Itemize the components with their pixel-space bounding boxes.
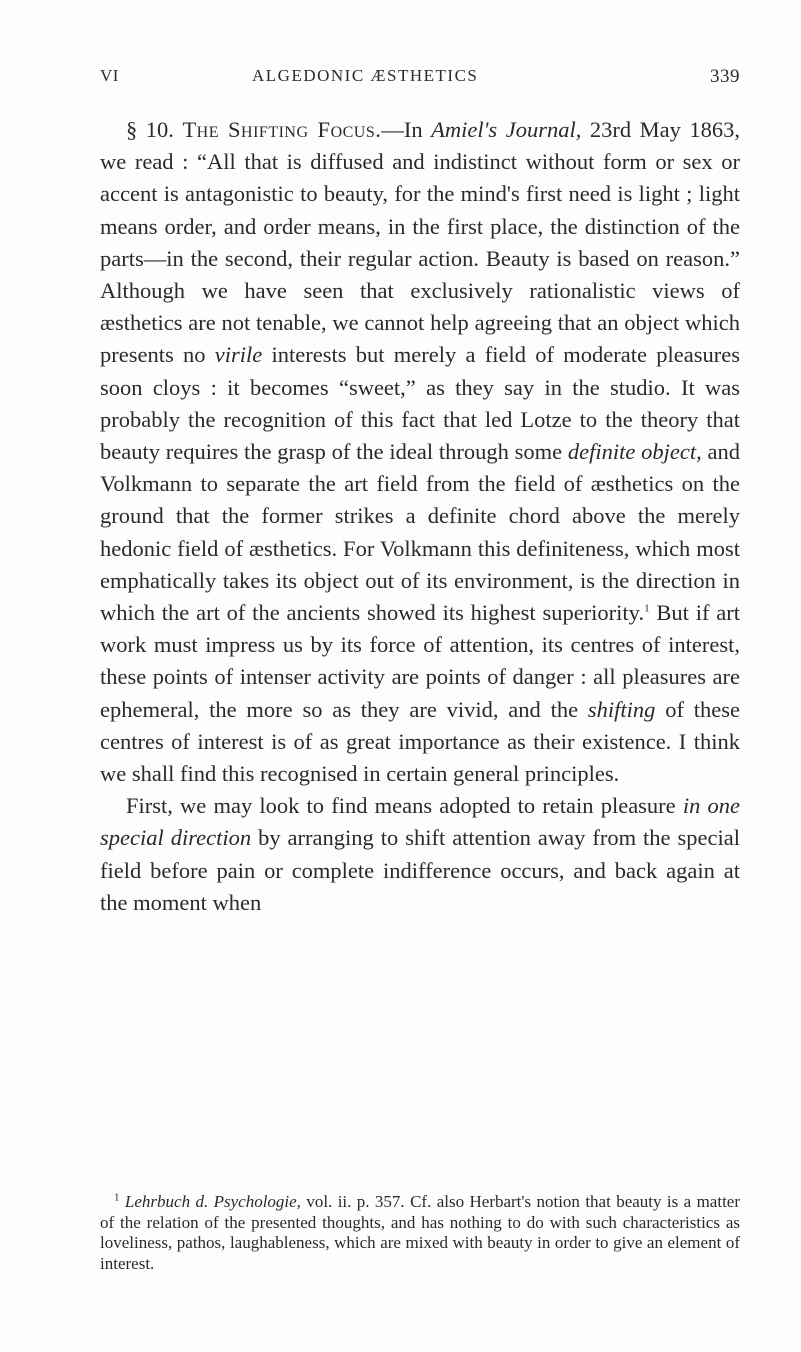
section-number: § 10. <box>126 117 174 142</box>
paragraph-shifting-focus <box>100 114 740 790</box>
emphasis-one-special-direction: in one special direction <box>100 793 740 851</box>
footnote <box>100 1192 740 1274</box>
text-run: by arranging to shift attention away from the special field before pain or complete indifference occurs, and back again at the moment when <box>100 825 740 915</box>
text-run: interests but merely a field of moderate pleasures soon cloys : it becomes “sweet,” as they say in the studio. It was probably the recognition of this fact that led Lotze to the theory that beauty requires the grasp of the ideal through some <box>100 342 740 465</box>
text-run: and Volkmann to separate the art field from the field of æsthetics on the ground that the former strikes a definite chord above the merely hedonic field of æsthetics. For Volkmann this definiteness, which most emphatically takes its object out of its environment, is the direction in which the art of the ancients showed its highest superiority. <box>100 439 740 626</box>
paragraph-first-means <box>100 790 740 919</box>
emphasis-virile: virile <box>214 342 263 368</box>
text-run: But if art work must impress us by its force of attention, its centres of interest, these points of intenser activity are points of danger : all pleasures are ephemeral, the more so as they are vivid, and the <box>100 600 741 722</box>
emphasis-definite-object: definite object, <box>567 439 702 465</box>
main-text <box>100 114 740 919</box>
chapter-number: VI <box>100 66 119 85</box>
text-run: 23rd May 1863, we read : “All that is diffused and indistinct without form or sex or accent is antagonistic to beauty, for the mind's first need is light ; light means order, and order means, in the first place, the distinction of the parts—in the second, their regular action. Beauty is based on reason.” Although we have seen that exclusively rationalistic views of æsthetics are not tenable, we cannot help agreeing that an object which presents no <box>100 117 741 368</box>
footnote-marker: 1 <box>114 1191 120 1204</box>
running-head <box>100 66 740 90</box>
footnote-text <box>100 1192 740 1274</box>
text-run: —In <box>381 117 432 142</box>
footnote-citation-title: Lehrbuch d. Psychologie, <box>124 1192 301 1211</box>
text-run: vol. ii. p. 357. Cf. also Herbart's notion that beauty is a matter of the relation of the presented thoughts, and has nothing to do with such characteristics as loveliness, pathos, laughableness, which are mixed with beauty in order to give an element of interest. <box>100 1192 741 1273</box>
emphasis-shifting: shifting <box>587 696 656 722</box>
text-run: First, we may look to find means adopted to retain pleasure <box>126 793 683 819</box>
text-run: of these centres of interest is of as great importance as their existence. I think we shall find this recognised in certain general principles. <box>100 696 740 787</box>
footnote-reference: 1 <box>644 602 650 615</box>
emphasis-amiels-journal: Amiel's Journal, <box>431 117 582 142</box>
section-heading: The Shifting Focus. <box>182 117 382 142</box>
page-number: 339 <box>710 66 740 87</box>
running-title: ALGEDONIC ÆSTHETICS <box>252 66 479 85</box>
